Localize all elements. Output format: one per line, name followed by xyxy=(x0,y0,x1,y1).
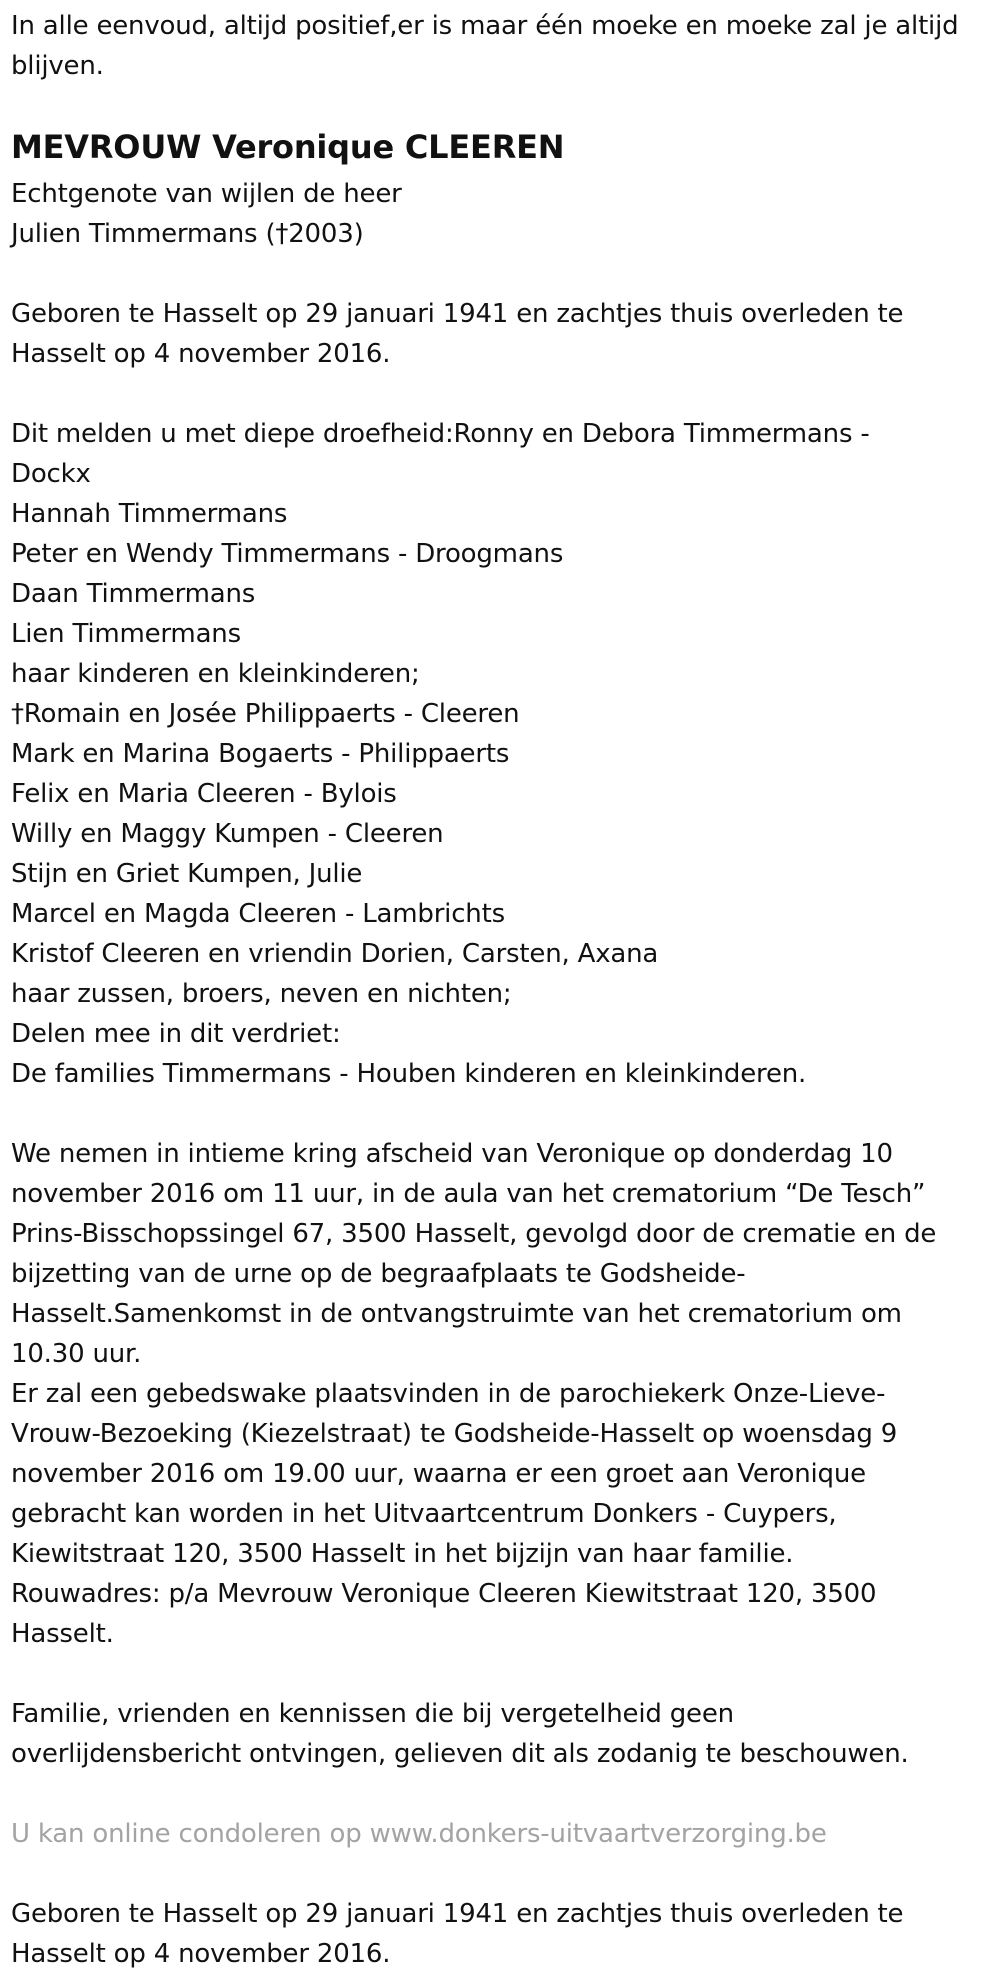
ceremony-line: We nemen in intieme kring afscheid van Veronique op donderdag 10 xyxy=(11,1139,893,1169)
ceremony-line: Hasselt.Samenkomst in de ontvangstruimte van het crematorium om xyxy=(11,1299,902,1329)
birth-death-line: Hasselt op 4 november 2016. xyxy=(11,339,391,369)
mourner-line: Daan Timmermans xyxy=(11,579,256,609)
spacer xyxy=(11,374,1000,414)
spacer xyxy=(11,254,1000,294)
intro-line: blijven. xyxy=(11,51,104,81)
spouse-line: Julien Timmermans (†2003) xyxy=(11,219,364,249)
ceremony-line: Hasselt. xyxy=(11,1619,114,1649)
mourner-line: Kristof Cleeren en vriendin Dorien, Carsten, Axana xyxy=(11,939,659,969)
ceremony-line: gebracht kan worden in het Uitvaartcentrum Donkers - Cuypers, xyxy=(11,1499,837,1529)
mourner-line: Lien Timmermans xyxy=(11,619,241,649)
ceremony-line: november 2016 om 11 uur, in de aula van het crematorium “De Tesch” xyxy=(11,1179,926,1209)
notice-line: overlijdensbericht ontvingen, gelieven dit als zodanig te beschouwen. xyxy=(11,1739,909,1769)
mourner-line: Hannah Timmermans xyxy=(11,499,288,529)
intro-quote xyxy=(11,6,1000,86)
mourner-line: Stijn en Griet Kumpen, Julie xyxy=(11,859,363,889)
mourner-line: Delen mee in dit verdriet: xyxy=(11,1019,341,1049)
mourner-line: Willy en Maggy Kumpen - Cleeren xyxy=(11,819,444,849)
mourner-line: haar kinderen en kleinkinderen; xyxy=(11,659,420,689)
mourner-line: haar zussen, broers, neven en nichten; xyxy=(11,979,512,1009)
spouse-line: Echtgenote van wijlen de heer xyxy=(11,179,402,209)
birth-death-line: Hasselt op 4 november 2016. xyxy=(11,1939,391,1969)
birth-death-line: Geboren te Hasselt op 29 januari 1941 en zachtjes thuis overleden te xyxy=(11,299,904,329)
notice-info xyxy=(11,1694,1000,1774)
spacer xyxy=(11,1654,1000,1694)
intro-line: In alle eenvoud, altijd positief,er is maar één moeke en moeke zal je altijd xyxy=(11,11,959,41)
mourner-line: Marcel en Magda Cleeren - Lambrichts xyxy=(11,899,505,929)
mourner-line: Felix en Maria Cleeren - Bylois xyxy=(11,779,397,809)
birth-death-line: Geboren te Hasselt op 29 januari 1941 en zachtjes thuis overleden te xyxy=(11,1899,904,1929)
ceremony-line: Prins-Bisschopssingel 67, 3500 Hasselt, gevolgd door de crematie en de xyxy=(11,1219,937,1249)
mourners-list xyxy=(11,414,1000,1094)
ceremony-line: 10.30 uur. xyxy=(11,1339,142,1369)
notice-line: Familie, vrienden en kennissen die bij vergetelheid geen xyxy=(11,1699,734,1729)
mourner-line: Peter en Wendy Timmermans - Droogmans xyxy=(11,539,564,569)
ceremony-info xyxy=(11,1134,1000,1654)
deceased-name: MEVROUW Veronique CLEEREN xyxy=(11,128,565,166)
ceremony-line: Rouwadres: p/a Mevrouw Veronique Cleeren Kiewitstraat 120, 3500 xyxy=(11,1579,877,1609)
mourner-line: Dockx xyxy=(11,459,91,489)
ceremony-line: Kiewitstraat 120, 3500 Hasselt in het bijzijn van haar familie. xyxy=(11,1539,794,1569)
spacer xyxy=(11,1774,1000,1814)
online-condolence-link[interactable]: U kan online condoleren op www.donkers-uitvaartverzorging.be xyxy=(11,1819,827,1849)
ceremony-line: Er zal een gebedswake plaatsvinden in de parochiekerk Onze-Lieve- xyxy=(11,1379,886,1409)
ceremony-line: bijzetting van de urne op de begraafplaats te Godsheide- xyxy=(11,1259,746,1289)
spouse-info xyxy=(11,174,1000,254)
mourner-line: Dit melden u met diepe droefheid:Ronny en Debora Timmermans - xyxy=(11,419,870,449)
ceremony-line: november 2016 om 19.00 uur, waarna er een groet aan Veronique xyxy=(11,1459,866,1489)
birth-death-info-repeat xyxy=(11,1894,1000,1974)
mourner-line: †Romain en Josée Philippaerts - Cleeren xyxy=(11,699,520,729)
birth-death-info xyxy=(11,294,1000,374)
spacer xyxy=(11,1094,1000,1134)
mourner-line: Mark en Marina Bogaerts - Philippaerts xyxy=(11,739,510,769)
spacer xyxy=(11,1854,1000,1894)
mourner-line: De families Timmermans - Houben kinderen en kleinkinderen. xyxy=(11,1059,807,1089)
ceremony-line: Vrouw-Bezoeking (Kiezelstraat) te Godsheide-Hasselt op woensdag 9 xyxy=(11,1419,898,1449)
